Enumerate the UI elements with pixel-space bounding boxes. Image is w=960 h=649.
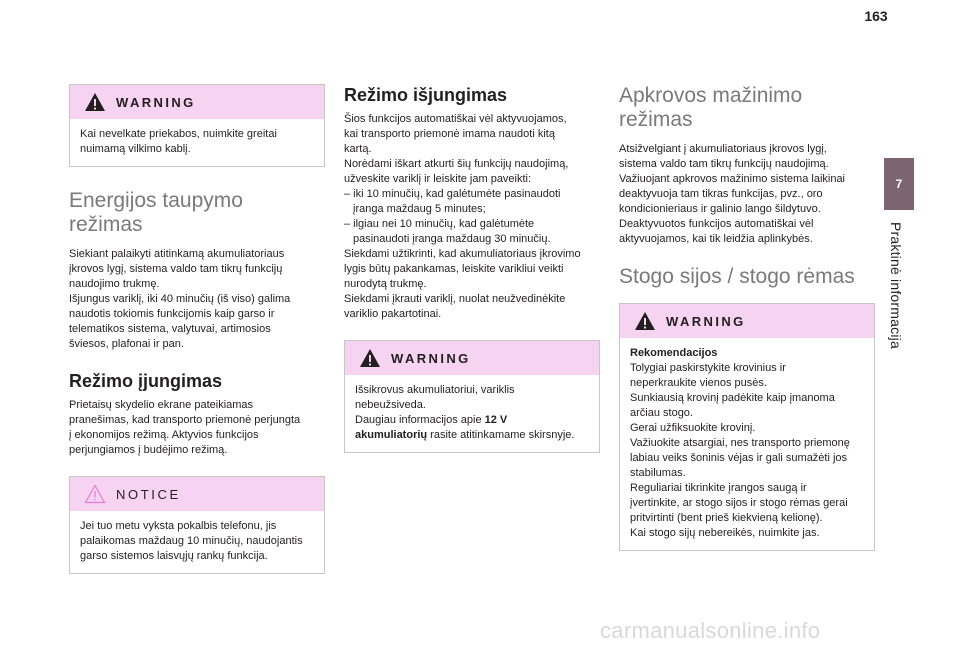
warning-body: Išsikrovus akumuliatoriui, variklis nebeužsiveda. Daugiau informacijos apie 12 V akumuliatorių rasite atitinkamame skirsnyje. (355, 384, 575, 441)
notice-title: NOTICE (116, 486, 181, 502)
warning-header (70, 85, 324, 119)
text-line: Kai nevelkate priekabos, nuimkite greitai (80, 128, 277, 140)
column-left (69, 78, 325, 592)
heading-roof-bars: Stogo sijos / stogo rėmas (619, 265, 855, 288)
column-right (619, 78, 875, 569)
load-reduction-text: Atsižvelgiant į akumuliatoriaus įkrovos lygį, sistema valdo tam tikrų funkcijų naudojimą. Važiuojant apkrovos mažinimo sistema laikinai deaktyvuoja tam tikras funkcijas, pvz., oro kondicionieriaus ir galinio lango šildytuvo. Deaktyvuotos funkcijos automatiškai vėl aktyvuojamos, kai tik leidžia aplinkybės. (619, 143, 846, 245)
warning-triangle-icon (359, 348, 381, 368)
energy-saving-text: Siekiant palaikyti atitinkamą akumuliatoriaus įkrovos lygį, sistema valdo tam tikrų funkcijų naudojimo trukmę. Išjungus variklį, iki 40 minučių (iš viso) galima naudotis tokiomis funkcijomis kaip garso ir telematikos sistema, valytuvai, artimosios šviesos, plafonai ir pan. (69, 248, 291, 350)
warning-title: WARNING (391, 350, 471, 366)
warning-body: Rekomendacijos Tolygiai paskirstykite krovinius ir neperkraukite vienos pusės. Sunkiausią krovinį padėkite kaip įmanoma arčiau stogo. Gerai užfiksuokite krovinį. Važiuokite atsargiai, nes transporto priemonę labiau veiks šoninis vėjas ir gali sumažėti jos stabilumas. Reguliariai tikrinkite įrangos saugą ir įvertinkite, ar stogo sijos ir stogo rėmas gerai pritvirtinti (bent prieš kiekvieną kelionę). Kai stogo sijų nebereikės, nuimkite jas. (630, 347, 850, 539)
warning-title: WARNING (666, 313, 746, 329)
watermark: carmanualsonline.info (600, 618, 821, 643)
warning-callout-roof (619, 303, 875, 551)
heading-mode-enable: Režimo įjungimas (69, 371, 223, 391)
page-number: 163 (864, 8, 888, 24)
warning-body (70, 119, 324, 166)
warning-header (345, 341, 599, 375)
heading-load-reduction: Apkrovos mažinimo režimas (619, 84, 803, 131)
warning-callout-towbar (69, 84, 325, 167)
chapter-tab[interactable]: 7 (884, 158, 914, 210)
warning-callout-battery (344, 340, 600, 453)
text-line: nuimamą vilkimo kablį. (80, 143, 191, 155)
mode-disable-text: Šios funkcijos automatiškai vėl aktyvuojamos, kai transporto priemonė imama naudoti kitą kartą. Norėdami iškart atkurti šių funkcijų naudojimą, užveskite variklį ir leiskite jam paveikti: – iki 10 minučių, kad galėtumėte pasinaudoti įranga maždaug 5 minutes; – ilgiau nei 10 minučių, kad galėtumėte pasinaudoti įranga maždaug 30 minučių. Siekdami užtikrinti, kad akumuliatoriaus įkrovimo lygis būtų pakankamas, leiskite varikliui veikti nurodytą trukmę. Siekdami įkrauti variklį, nuolat neužvedinėkite variklio pakartotinai. (344, 113, 581, 320)
notice-triangle-icon (84, 484, 106, 504)
heading-mode-disable: Režimo išjungimas (344, 85, 508, 105)
heading-energy-saving: Energijos taupymo režimas (69, 189, 243, 236)
warning-header (620, 304, 874, 338)
mode-enable-text: Prietaisų skydelio ekrane pateikiamas pranešimas, kad transporto priemonė perjungta į ekonomijos režimą. Aktyvios funkcijos perjungiamos į budėjimo režimą. (69, 399, 301, 456)
notice-body: Jei tuo metu vyksta pokalbis telefonu, jis palaikomas maždaug 10 minučių, naudojantis garso sistemos laisvųjų rankų funkcija. (80, 520, 303, 562)
notice-callout (69, 476, 325, 574)
notice-header (70, 477, 324, 511)
warning-triangle-icon (84, 92, 106, 112)
warning-title: WARNING (116, 94, 196, 110)
column-middle (344, 78, 600, 471)
chapter-title: Praktinė informacija (888, 222, 904, 349)
warning-triangle-icon (634, 311, 656, 331)
